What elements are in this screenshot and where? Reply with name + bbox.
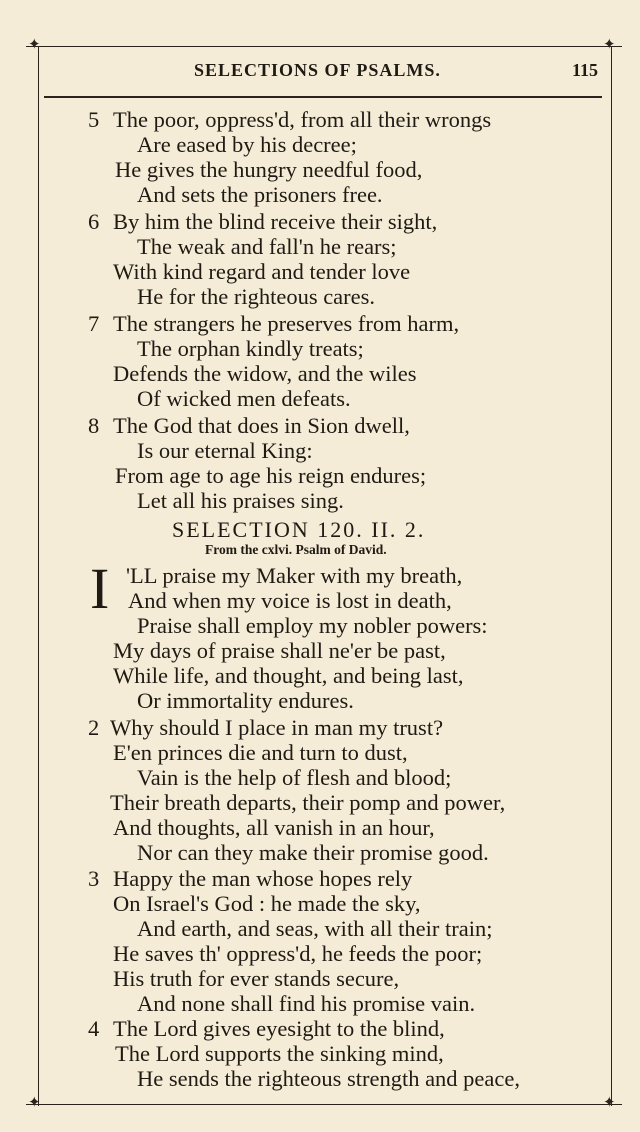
verse-line: Their breath departs, their pomp and power, [110, 790, 506, 815]
verse-line: He gives the hungry needful food, [115, 157, 423, 182]
verse-line: His truth for ever stands secure, [113, 966, 400, 991]
verse-line: He saves th' oppress'd, he feeds the poor; [113, 941, 483, 966]
verse-line: The Lord gives eyesight to the blind, [113, 1016, 445, 1041]
verse-number: 5 [88, 107, 100, 132]
top-rule [26, 46, 622, 47]
drop-cap: I [90, 556, 110, 621]
verse-line: The Lord supports the sinking mind, [115, 1041, 444, 1066]
verse-line: With kind regard and tender love [113, 259, 411, 284]
corner-ornament-icon: ✦ [603, 37, 616, 53]
verse-line: Is our eternal King: [137, 438, 313, 463]
verse-line: Are eased by his decree; [137, 132, 357, 157]
verse-line: My days of praise shall ne'er be past, [113, 638, 446, 663]
selection-title: SELECTION 120. II. 2. [172, 517, 426, 542]
verse-line: He for the righteous cares. [137, 284, 376, 309]
corner-ornament-icon: ✦ [28, 1095, 41, 1111]
verse-number: 8 [88, 413, 100, 438]
verse-line: The orphan kindly treats; [137, 336, 364, 361]
verse-line: Vain is the help of flesh and blood; [137, 765, 452, 790]
verse-line: The God that does in Sion dwell, [113, 413, 410, 438]
verse-line: 'LL praise my Maker with my breath, [126, 563, 463, 588]
selection-subtitle: From the cxlvi. Psalm of David. [205, 542, 387, 557]
verse-number: 7 [88, 311, 100, 336]
verse-line: E'en princes die and turn to dust, [113, 740, 408, 765]
verse-line: And none shall find his promise vain. [137, 991, 476, 1016]
verse-line: Why should I place in man my trust? [110, 715, 444, 740]
corner-ornament-icon: ✦ [28, 37, 41, 53]
verse-line: The weak and fall'n he rears; [137, 234, 397, 259]
verse-line: And sets the prisoners free. [137, 182, 383, 207]
verse-line: On Israel's God : he made the sky, [113, 891, 421, 916]
verse-line: Praise shall employ my nobler powers: [137, 613, 488, 638]
header-rule [44, 96, 602, 98]
verse-line: The poor, oppress'd, from all their wrongs [113, 107, 492, 132]
verse-line: And when my voice is lost in death, [128, 588, 452, 613]
verse-line: From age to age his reign endures; [115, 463, 427, 488]
verse-line: While life, and thought, and being last, [113, 663, 464, 688]
verse-line: And thoughts, all vanish in an hour, [113, 815, 435, 840]
verse-number: 6 [88, 209, 100, 234]
verse-line: Or immortality endures. [137, 688, 354, 713]
corner-ornament-icon: ✦ [603, 1095, 616, 1111]
verse-number: 3 [88, 866, 100, 891]
running-head [44, 58, 602, 88]
verse-line: Let all his praises sing. [137, 488, 344, 513]
verse-number: 4 [88, 1016, 100, 1041]
verse-line: Of wicked men defeats. [137, 386, 351, 411]
verse-line: And earth, and seas, with all their train; [137, 916, 493, 941]
verse-line: By him the blind receive their sight, [113, 209, 438, 234]
verse-line: Defends the widow, and the wiles [113, 361, 417, 386]
running-title: SELECTIONS OF PSALMS. [194, 60, 441, 80]
verse-line: The strangers he preserves from harm, [113, 311, 460, 336]
page-number: 115 [571, 60, 598, 80]
verse-line: Happy the man whose hopes rely [113, 866, 413, 891]
verse-line: He sends the righteous strength and peace, [137, 1066, 521, 1091]
bottom-rule [26, 1104, 622, 1105]
verse-number: 2 [88, 715, 100, 740]
verse-line: Nor can they make their promise good. [137, 840, 489, 865]
